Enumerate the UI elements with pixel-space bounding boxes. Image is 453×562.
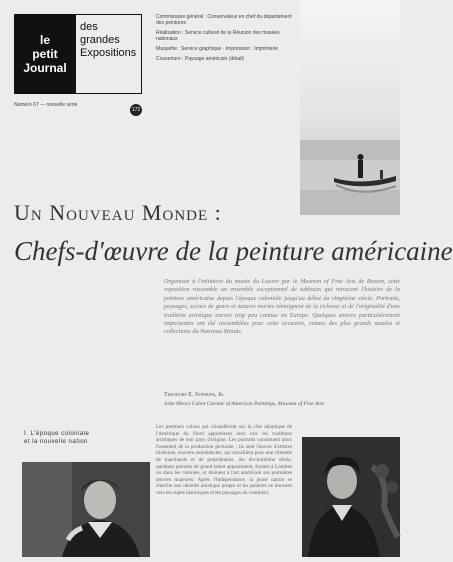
masthead-word: le [39, 33, 50, 47]
credit-line: Commissaire général : Conservateur en chef du département des peintures [156, 14, 292, 26]
masthead-logo [14, 14, 142, 94]
masthead-word: Expositions [80, 47, 137, 59]
page-title-line2: Chefs-d'œuvre de la peinture américaine [14, 236, 453, 266]
section-body-text: Les premiers colons qui s'installèrent sur la côte atlantique de l'Amérique du Nord apportèrent avec eux les traditions artistiques de leur pays d'origine. Les portraits constituent alors l'essentiel de la production picturale ; ils sont l'œuvre d'artistes itinérants, souvent autodidactes, qui travaillent pour une clientèle de marchands et de propriétaires. Au dix-huitième siècle, quelques peintres de grand talent apparaissent, formés à Londres ou dans les colonies, et donnent à l'art américain ses premières œuvres majeures. Après l'Indépendance, la jeune nation se cherche une identité artistique propre et les peintres se tournent vers les sujets historiques et les paysages du continent. [156, 424, 292, 496]
portrait-man-illustration [302, 437, 400, 557]
masthead-right-block [76, 14, 142, 94]
page-title-line1: Un Nouveau Monde : [14, 200, 222, 225]
issue-info: Numéro 67 — nouvelle série [14, 102, 78, 108]
page-number-badge: 172 [130, 104, 142, 116]
section-heading-line: I. L'époque coloniale [24, 431, 90, 437]
portrait-boy-illustration [22, 462, 150, 557]
masthead-word: petit [32, 47, 58, 61]
masthead-word: des [80, 21, 98, 33]
canoe-painting-image [300, 0, 400, 215]
credit-line: Couverture : Paysage américain (détail) [156, 56, 245, 62]
intro-paragraph: Organisée à l'initiative du musée du Louvre par le Museum of Fine Arts de Boston, cette exposition rassemble un ensemble exceptionnel de tableaux qui retracent l'histoire de la peinture américaine depuis l'époque coloniale jusqu'au début du vingtième siècle. Portraits, paysages, scènes de genre et natures mortes témoignent de la richesse et de l'originalité d'une tradition artistique encore trop peu connue en Europe. Quelques œuvres particulièrement importantes ont été rassemblées pour cette occasion, venues des plus grands musées et collections du Nouveau Monde. [164, 278, 400, 336]
section-heading-line: et la nouvelle nation [24, 439, 88, 445]
portrait-painting-left [22, 462, 150, 557]
credits-block [156, 14, 296, 66]
author-title: John Moors Cabot Curator of American Paintings, Museum of Fine Arts [164, 401, 325, 407]
masthead-word: Journal [23, 61, 67, 75]
canoe-illustration [300, 0, 400, 215]
credit-line: Maquette : Service graphique · Impression : Imprimerie [156, 46, 278, 52]
credit-line: Réalisation : Service culturel de la Réunion des musées nationaux [156, 30, 280, 42]
author-name: Theodore E. Stebbins, Jr. [164, 392, 225, 398]
masthead-left-block [14, 14, 76, 94]
portrait-painting-right [302, 437, 400, 557]
masthead-word: grandes [80, 34, 120, 46]
section-heading [24, 430, 134, 446]
